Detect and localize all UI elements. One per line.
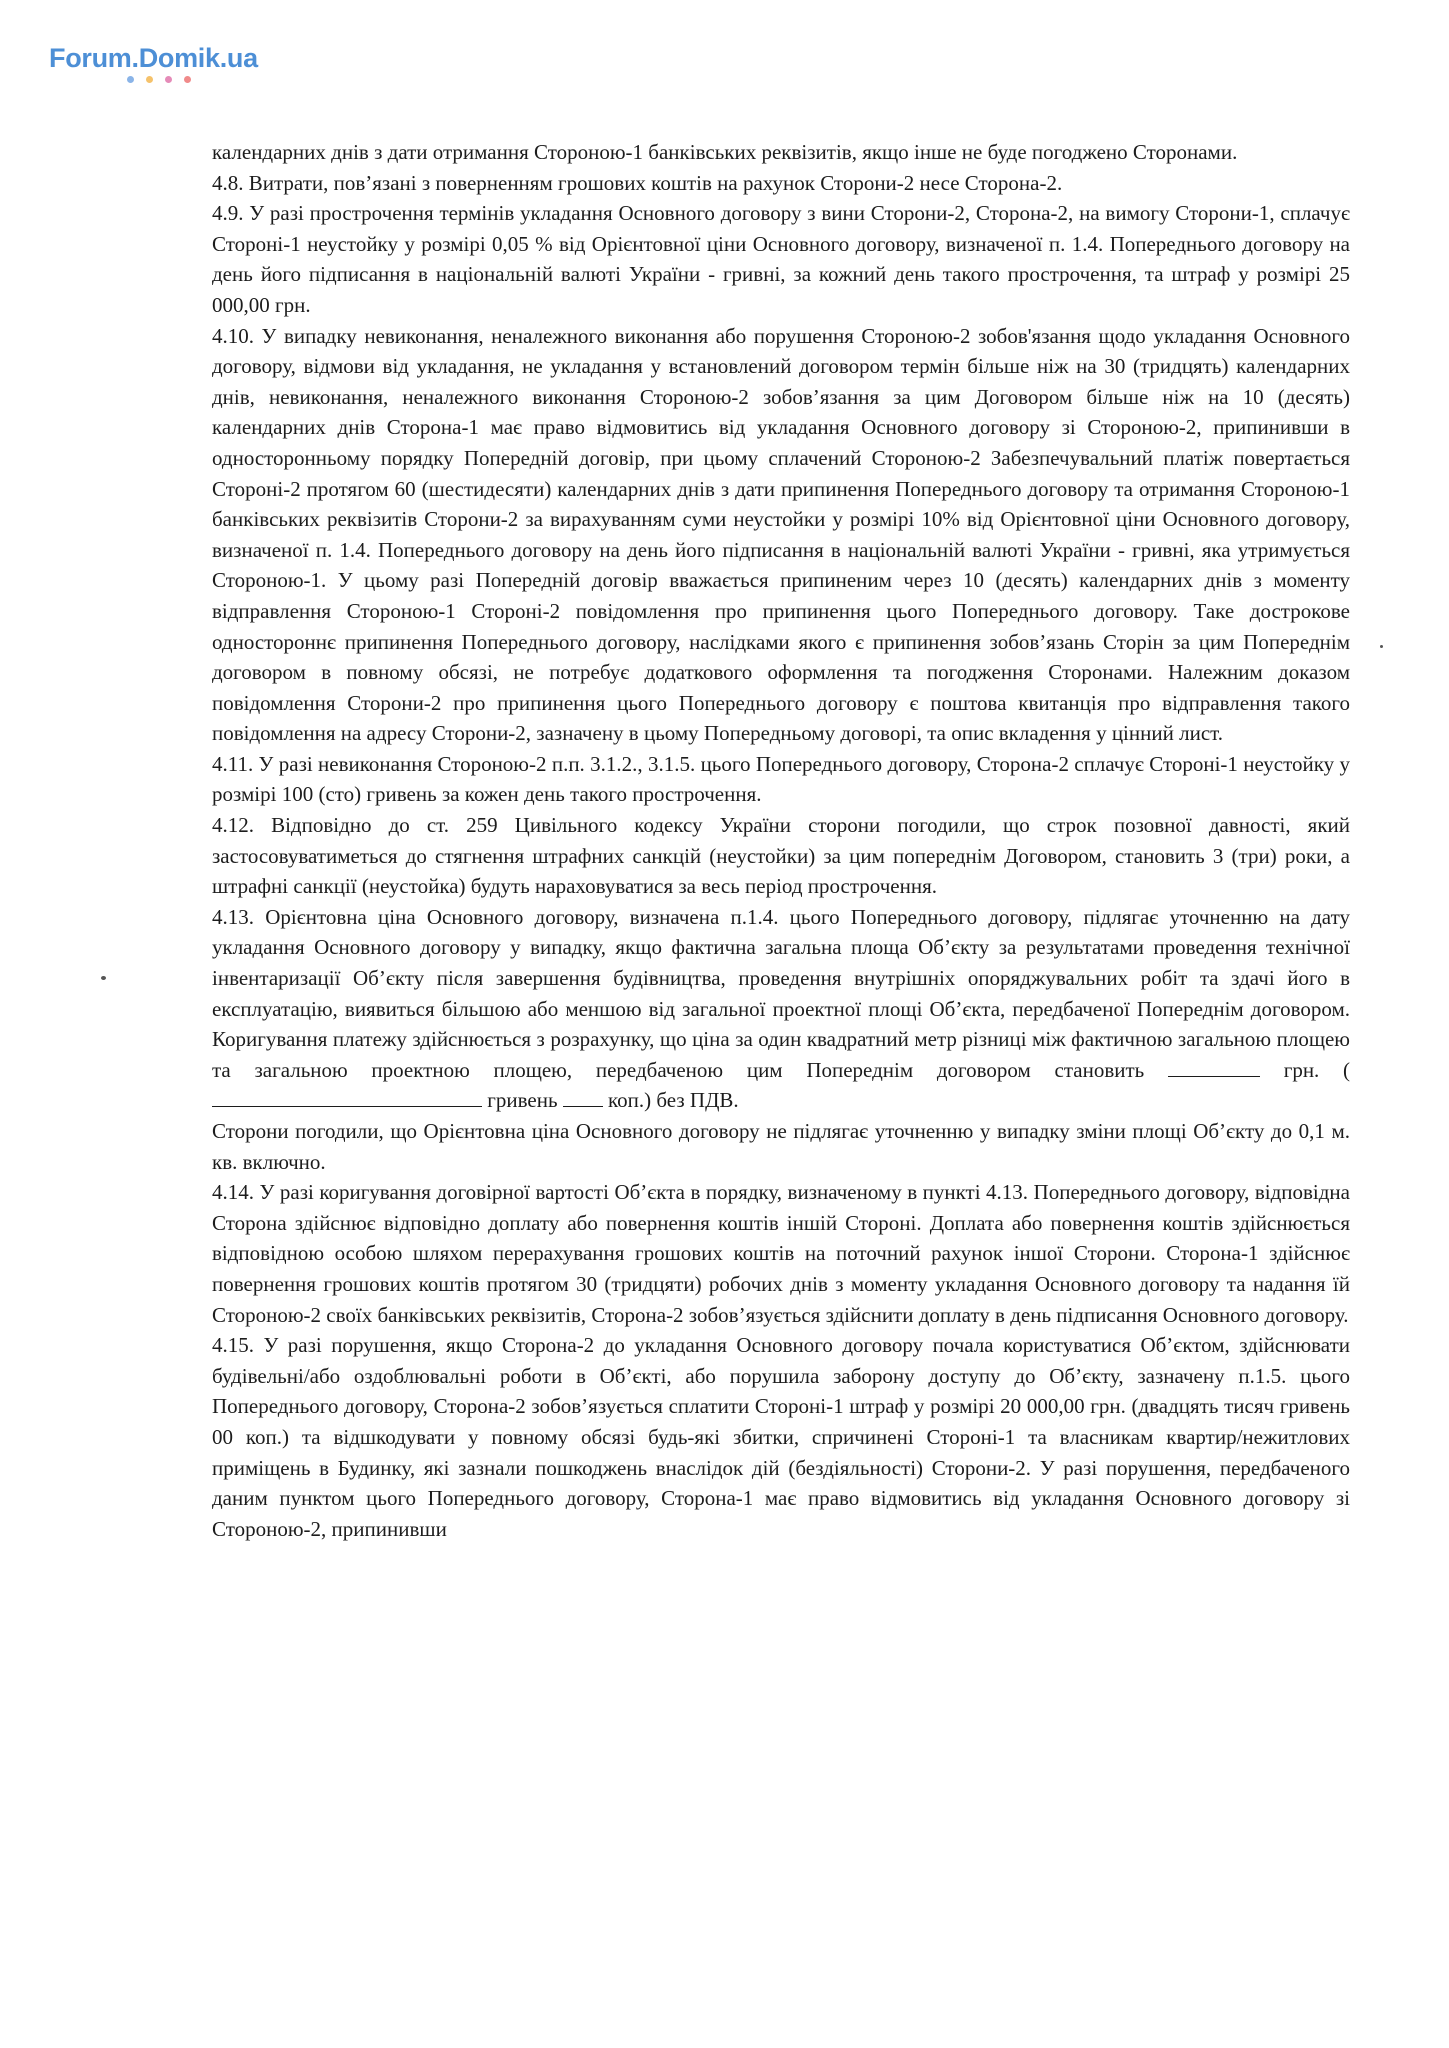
watermark-dot-yellow xyxy=(146,76,153,83)
hryvnia-label: гривень xyxy=(487,1088,558,1113)
forum-domik-watermark xyxy=(49,43,258,83)
paragraph-4-8: 4.8. Витрати, пов’язані з поверненням грошових коштів на рахунок Сторони-2 несе Сторона-2. xyxy=(212,170,1063,195)
paragraph-4-13 xyxy=(212,902,1350,1116)
scan-speck xyxy=(101,976,106,980)
watermark-dot-red xyxy=(184,76,191,83)
contract-page-text xyxy=(212,137,1350,1544)
paragraph-4-10: 4.10. У випадку невиконання, неналежного виконання або порушення Стороною-2 зобов'язання щодо укладання Основного договору, відмови від укладання, не укладання у встановлений договором термін більше ніж на 30 (тридцять) календарних днів, невиконання, неналежного виконання Стороною-2 зобов’язання за цим Договором більше ніж на 10 (десять) календарних днів Сторона-1 має право відмовитись від укладання Основного договору зі Стороною-2, припинивши в односторонньому порядку Попередній договір, при цьому сплачений Стороною-2 Забезпечувальний платіж повертається Стороні-2 протягом 60 (шестидесяти) календарних днів з дати припинення Попереднього договору та отримання Стороною-1 банківських реквізитів Сторони-2 за вирахуванням суми неустойки у розмірі 10% від Орієнтовної ціни Основного договору, визначеної п. 1.4. Попереднього договору на день його підписання в національній валюті України - гривні, яка утримується Стороною-1. У цьому разі Попередній договір вважається припиненим через 10 (десять) календарних днів з моменту відправлення Стороною-1 Стороні-2 повідомлення про припинення цього Попереднього договору. Таке дострокове одностороннє припинення Попереднього договору, наслідками якого є припинення зобов’язань Сторін за цим Попереднім договором в повному обсязі, не потребує додаткового оформлення та погодження Сторонами. Належним доказом повідомлення Сторони-2 про припинення цього Попереднього договору є поштова квитанція про відправлення такого повідомлення на адресу Сторони-2, зазначену в цьому Попередньому договорі, та опис вкладення у цінний лист. xyxy=(212,323,1350,746)
watermark-dot-pink xyxy=(165,76,172,83)
paragraph-4-12: 4.12. Відповідно до ст. 259 Цивільного кодексу України сторони погодили, що строк позовної давності, який застосовуватиметься до стягнення штрафних санкцій (неустойки) за цим попереднім Договором, становить 3 (три) роки, а штрафні санкції (неустойка) будуть нараховуватися за весь період прострочення. xyxy=(212,813,1350,899)
paragraph-4-15: 4.15. У разі порушення, якщо Сторона-2 до укладання Основного договору почала користуватися Об’єктом, здійснювати будівельні/або оздоблювальні роботи в Об’єкті, або порушила заборону доступу до Об’єкту, зазначену п.1.5. цього Попереднього договору, Сторона-2 зобов’язується сплатити Стороні-1 штраф у розмірі 20 000,00 грн. (двадцять тисяч гривень 00 коп.) та відшкодувати у повному обсязі будь-які збитки, спричинені Стороні-1 та власникам квартир/нежитлових приміщень в Будинку, які зазнали пошкоджень внаслідок дій (бездіяльності) Сторони-2. У разі порушення, передбаченого даним пунктом цього Попереднього договору, Сторона-1 має право відмовитись від укладання Основного договору зі Стороною-2, припинивши xyxy=(212,1333,1350,1541)
paragraph-area-note: Сторони погодили, що Орієнтовна ціна Основного договору не підлягає уточненню у випадку зміни площі Об’єкту до 0,1 м. кв. включно. xyxy=(212,1119,1350,1174)
watermark-dot-blue xyxy=(127,76,134,83)
paragraph-4-14: 4.14. У разі коригування договірної вартості Об’єкта в порядку, визначеному в пункті 4.13. Попереднього договору, відповідна Сторона здійснює відповідно доплату або повернення коштів іншій Стороні. Доплата або повернення коштів здійснюється відповідною особою шляхом перерахування грошових коштів на поточний рахунок іншої Сторони. Сторона-1 здійснює повернення грошових коштів протягом 30 (тридцяти) робочих днів з моменту укладання Основного договору та надання їй Стороною-2 своїх банківських реквізитів, Сторона-2 зобов’язується здійснити доплату в день підписання Основного договору. xyxy=(212,1180,1350,1327)
currency-label: грн. ( xyxy=(1283,1057,1351,1082)
kopecks-blank xyxy=(563,1088,603,1107)
paragraph-4-9: 4.9. У разі прострочення термінів укладання Основного договору з вини Сторони-2, Сторона-2, на вимогу Сторони-1, сплачує Стороні-1 неустойку у розмірі 0,05 % від Орієнтовної ціни Основного договору, визначеної п. 1.4. Попереднього договору на день його підписання в національній валюті України - гривні, за кожний день такого прострочення, та штраф у розмірі 25 000,00 грн. xyxy=(212,201,1350,317)
price-blank xyxy=(1168,1058,1260,1077)
paragraph-4-11: 4.11. У разі невиконання Стороною-2 п.п. 3.1.2., 3.1.5. цього Попереднього договору, Сторона-2 сплачує Стороні-1 неустойку у розмірі 100 (сто) гривень за кожен день такого прострочення. xyxy=(212,751,1350,807)
paragraph-continuation: календарних днів з дати отримання Стороною-1 банківських реквізитів, якщо інше не буде погоджено Сторонами. xyxy=(212,140,1238,164)
watermark-text: Forum.Domik.ua xyxy=(49,43,258,73)
scan-speck xyxy=(1380,645,1383,648)
kopecks-label: коп.) без ПДВ. xyxy=(608,1088,739,1113)
watermark-dots xyxy=(127,76,258,83)
price-in-words-blank xyxy=(212,1088,482,1107)
paragraph-4-13-text: 4.13. Орієнтовна ціна Основного договору, визначена п.1.4. цього Попереднього договору, підлягає уточненню на дату укладання Основного договору у випадку, якщо фактична загальна площа Об’єкту за результатами проведення технічної інвентаризації Об’єкту після завершення будівництва, проведення внутрішніх опоряджувальних робіт та здачі його в експлуатацію, виявиться більшою або меншою від загальної проектної площі Об’єкта, передбаченої Попереднім договором. Коригування платежу здійснюється з розрахунку, що ціна за один квадратний метр різниці між фактичною загальною площею та загальною проектною площею, передбаченою цим Попереднім договором становить xyxy=(212,904,1350,1082)
